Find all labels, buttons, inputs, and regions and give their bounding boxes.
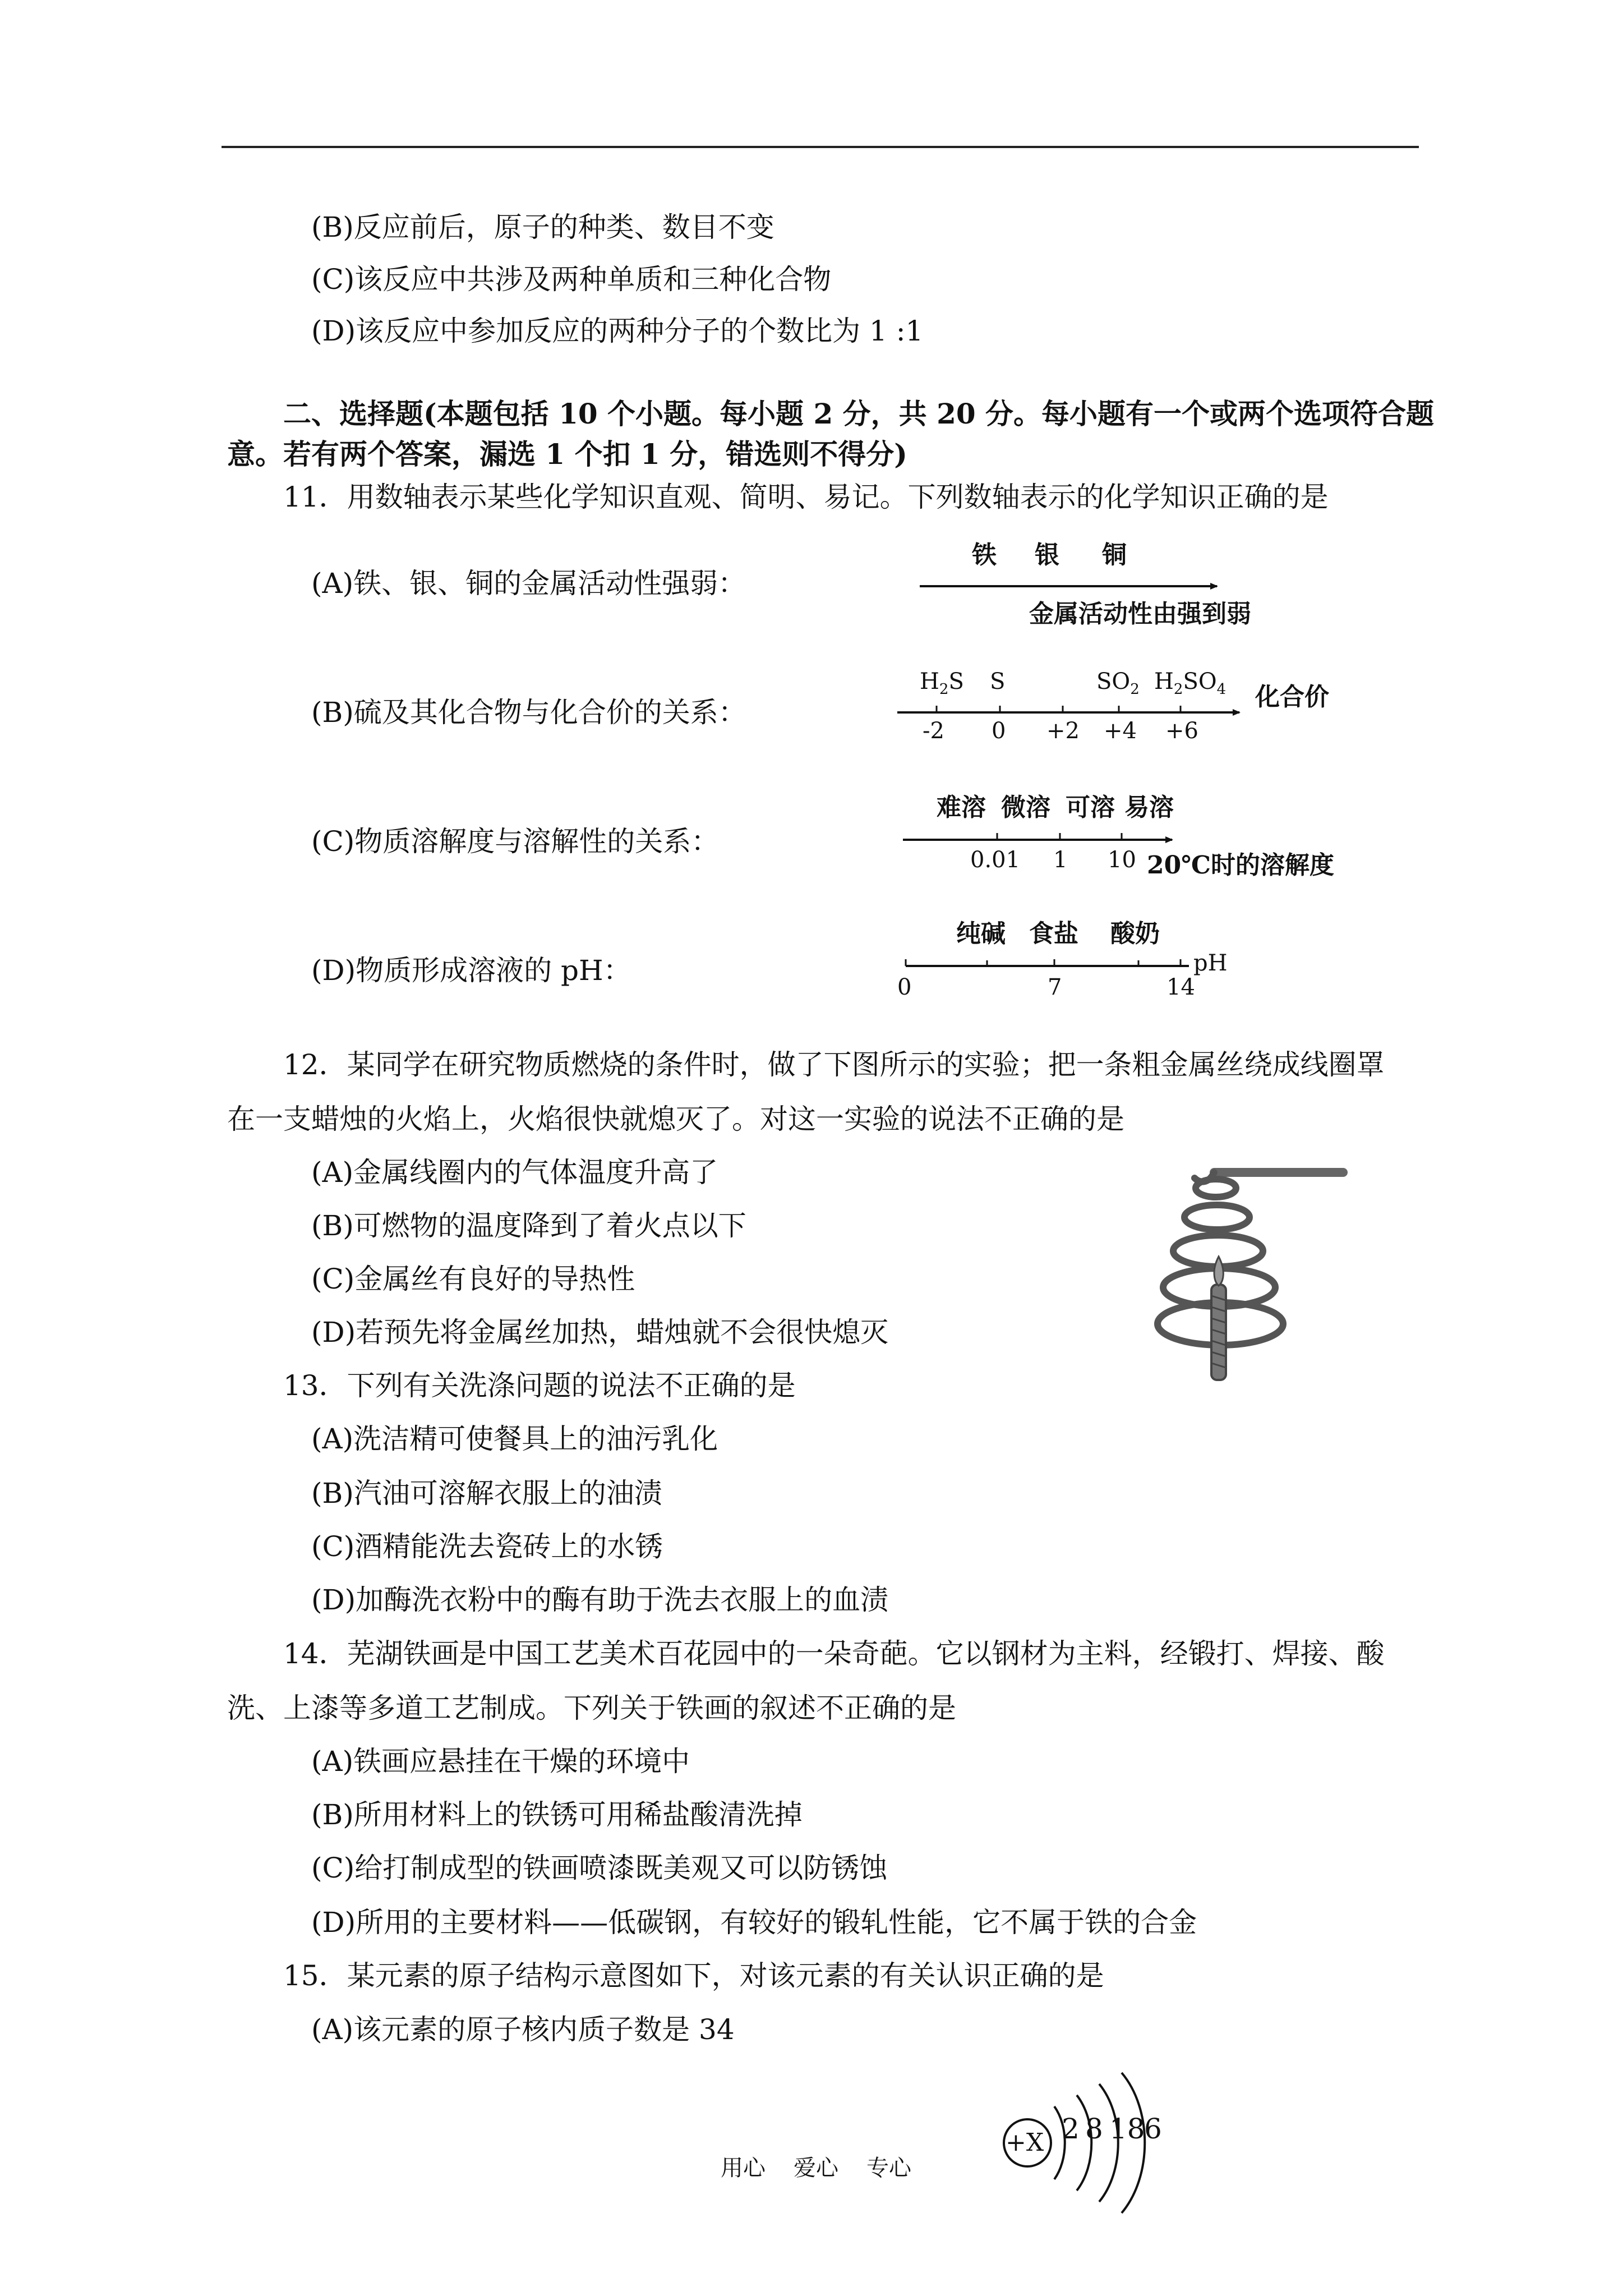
option-b-prev: (B)反应前后，原子的种类、数目不变 bbox=[311, 211, 774, 243]
q11-option-d: (D)物质形成溶液的 pH： bbox=[311, 954, 631, 987]
q15-option-a: (A)该元素的原子核内质子数是 34 bbox=[311, 2013, 735, 2046]
axis-b-tick: +4 bbox=[1104, 718, 1137, 744]
q11-option-a: (A)铁、银、铜的金属活动性强弱： bbox=[311, 567, 746, 600]
footer-text-3: 专心 bbox=[866, 2155, 911, 2181]
q13-option-c: (C)酒精能洗去瓷砖上的水锈 bbox=[311, 1530, 663, 1563]
axis-c-item: 可溶 bbox=[1066, 793, 1115, 822]
q11-option-b: (B)硫及其化合物与化合价的关系： bbox=[311, 696, 746, 729]
axis-b-s: S bbox=[990, 669, 1006, 694]
q15-stem: 15．某元素的原子结构示意图如下，对该元素的有关认识正确的是 bbox=[283, 1959, 1104, 1992]
axis-d-name: pH bbox=[1193, 950, 1228, 976]
q12-option-c: (C)金属丝有良好的导热性 bbox=[311, 1263, 635, 1295]
footer-text-1: 用心 bbox=[721, 2155, 766, 2181]
q13-stem: 13．下列有关洗涤问题的说法不正确的是 bbox=[283, 1369, 796, 1402]
section-heading-cont: 意。若有两个答案，漏选 1 个扣 1 分，错选则不得分) bbox=[227, 438, 907, 471]
axis-b-tick: 0 bbox=[992, 718, 1006, 744]
axis-a-item-fe: 铁 bbox=[972, 541, 997, 569]
axis-c-tick: 10 bbox=[1108, 847, 1136, 873]
q14-option-c: (C)给打制成型的铁画喷漆既美观又可以防锈蚀 bbox=[311, 1852, 888, 1884]
axis-b-h2so4: $H_2SO_4$ bbox=[1154, 669, 1227, 698]
shell-count: 8 bbox=[1085, 2113, 1103, 2145]
q12-option-a: (A)金属线圈内的气体温度升高了 bbox=[311, 1156, 718, 1189]
q14-stem-cont: 洗、上漆等多道工艺制成。下列关于铁画的叙述不正确的是 bbox=[227, 1692, 956, 1724]
q12-option-b: (B)可燃物的温度降到了着火点以下 bbox=[311, 1209, 746, 1242]
axis-c-item: 难溶 bbox=[937, 793, 986, 822]
q11-stem: 11．用数轴表示某些化学知识直观、简明、易记。下列数轴表示的化学知识正确的是 bbox=[283, 481, 1329, 513]
q14-stem: 14．芜湖铁画是中国工艺美术百花园中的一朵奇葩。它以钢材为主料，经锻打、焊接、酸 bbox=[283, 1637, 1385, 1670]
axis-c-item: 易溶 bbox=[1124, 793, 1174, 822]
option-c-prev: (C)该反应中共涉及两种单质和三种化合物 bbox=[311, 263, 832, 296]
axis-d-item: 酸奶 bbox=[1110, 919, 1160, 948]
axis-a-caption: 金属活动性由强到弱 bbox=[1029, 600, 1251, 628]
q14-option-b: (B)所用材料上的铁锈可用稀盐酸清洗掉 bbox=[311, 1798, 803, 1831]
q13-option-a: (A)洗洁精可使餐具上的油污乳化 bbox=[311, 1423, 718, 1455]
axis-b-so2: $SO_2$ bbox=[1096, 669, 1140, 698]
q14-option-a: (A)铁画应悬挂在干燥的环境中 bbox=[311, 1745, 690, 1778]
shell-count: 18 bbox=[1109, 2113, 1145, 2145]
axis-d-item: 食盐 bbox=[1029, 919, 1078, 948]
q14-option-d: (D)所用的主要材料——低碳钢，有较好的锻轧性能，它不属于铁的合金 bbox=[311, 1906, 1197, 1939]
option-d-prev: (D)该反应中参加反应的两种分子的个数比为 1 :1 bbox=[311, 315, 924, 347]
axis-b-name: 化合价 bbox=[1255, 683, 1329, 711]
q12-stem: 12．某同学在研究物质燃烧的条件时，做了下图所示的实验；把一条粗金属丝绕成线圈罩 bbox=[283, 1048, 1385, 1081]
axis-d-tick: 0 bbox=[897, 974, 912, 1000]
shell-count: 2 bbox=[1062, 2113, 1080, 2145]
axis-d-tick: 7 bbox=[1048, 974, 1062, 1000]
axis-b-tick: +6 bbox=[1165, 718, 1198, 744]
axis-b-tick: -2 bbox=[923, 718, 944, 744]
q11-option-c: (C)物质溶解度与溶解性的关系： bbox=[311, 825, 720, 858]
axis-a-item-cu: 铜 bbox=[1102, 541, 1127, 569]
axis-a-item-ag: 银 bbox=[1035, 541, 1059, 569]
section-heading: 二、选择题(本题包括 10 个小题。每小题 2 分，共 20 分。每小题有一个或两个选项符合题 bbox=[283, 397, 1435, 430]
axis-b-h2s: $H_2S$ bbox=[920, 669, 964, 698]
axis-b-tick: +2 bbox=[1046, 718, 1080, 744]
q13-option-b: (B)汽油可溶解衣服上的油渍 bbox=[311, 1477, 662, 1510]
axis-c-tick: 0.01 bbox=[970, 847, 1021, 873]
q13-option-d: (D)加酶洗衣粉中的酶有助于洗去衣服上的血渍 bbox=[311, 1584, 889, 1616]
axis-d-item: 纯碱 bbox=[956, 919, 1006, 948]
shell-count: 6 bbox=[1144, 2113, 1162, 2145]
q12-stem-cont: 在一支蜡烛的火焰上，火焰很快就熄灭了。对这一实验的说法不正确的是 bbox=[227, 1103, 1124, 1135]
nucleus-charge: +X bbox=[1006, 2128, 1044, 2157]
axis-c-item: 微溶 bbox=[1001, 793, 1050, 822]
footer-text-2: 爱心 bbox=[794, 2155, 838, 2181]
axis-c-name: 20℃时的溶解度 bbox=[1147, 851, 1334, 880]
q12-option-d: (D)若预先将金属丝加热，蜡烛就不会很快熄灭 bbox=[311, 1316, 889, 1349]
axis-c-tick: 1 bbox=[1053, 847, 1068, 873]
axis-d-tick: 14 bbox=[1166, 974, 1195, 1000]
